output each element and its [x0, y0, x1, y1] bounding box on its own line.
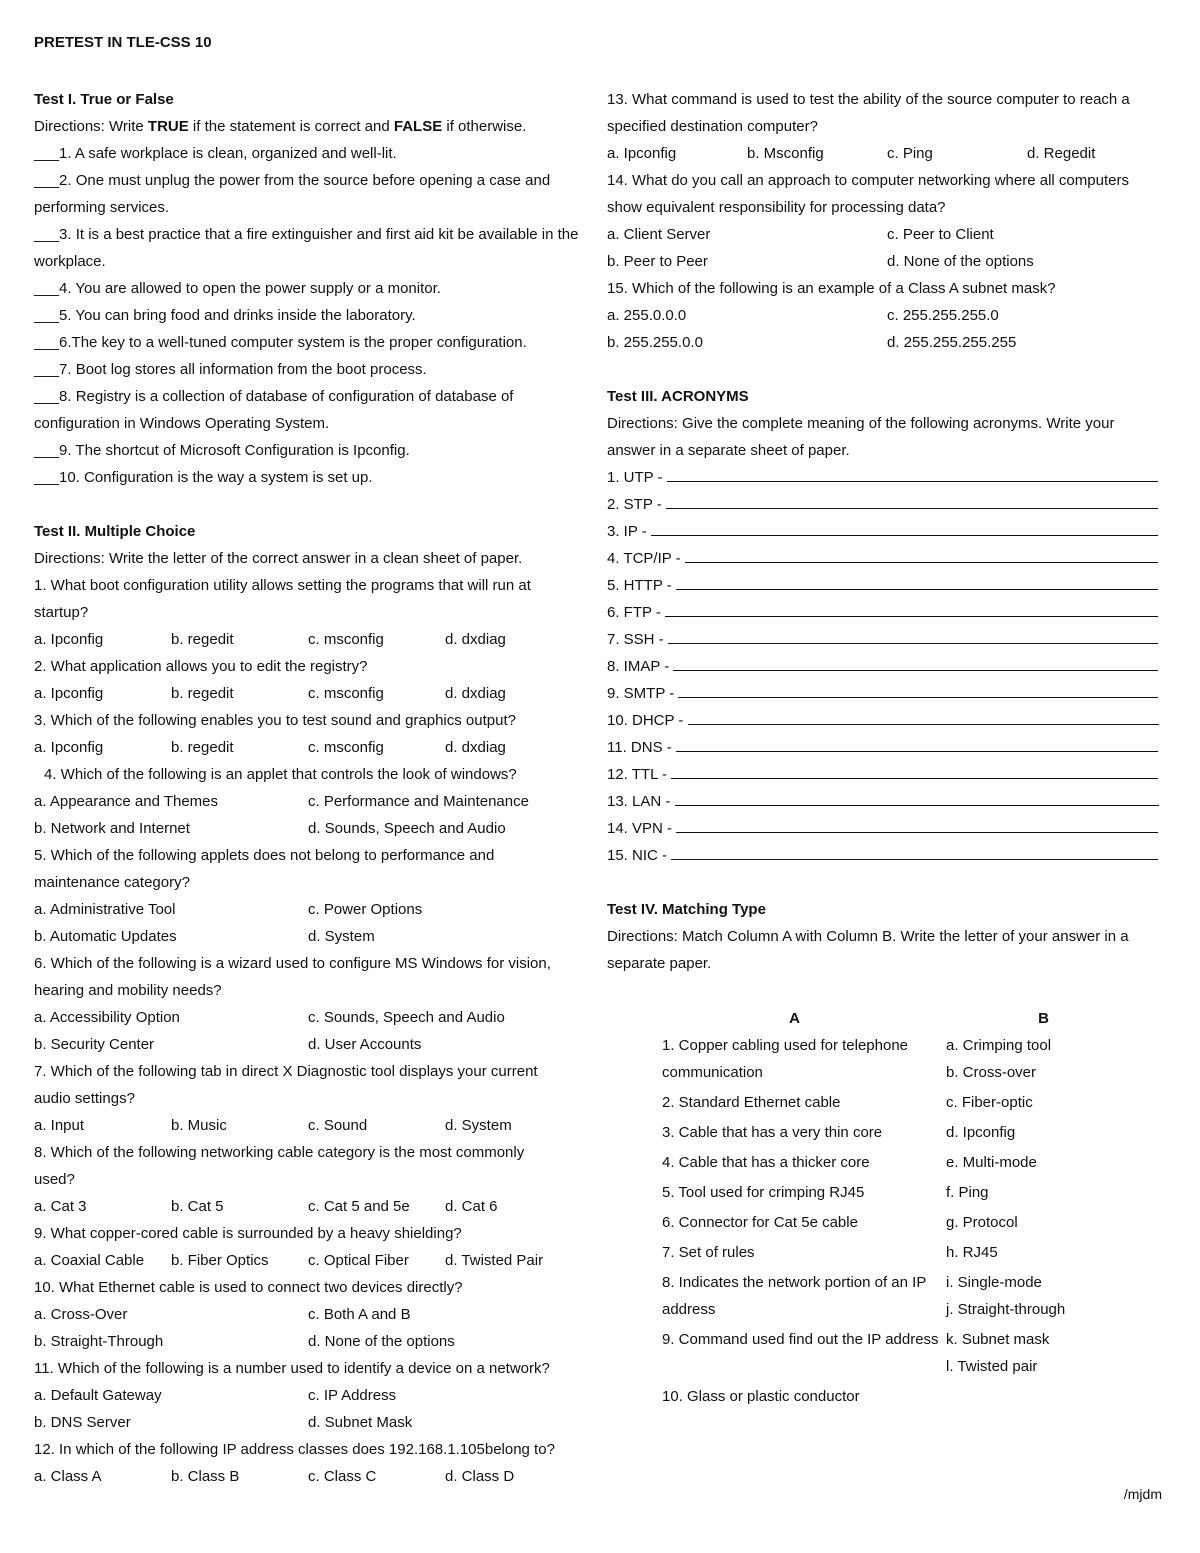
mc-options [34, 1409, 582, 1436]
column-a-header: A [789, 1010, 800, 1027]
acronym-label: 11. DNS - [607, 739, 672, 756]
column-b-item: h. RJ45 [946, 1244, 998, 1261]
column-b-cell [946, 1119, 1166, 1146]
column-b-item: f. Ping [946, 1184, 989, 1201]
mc-option: d. Class D [445, 1468, 515, 1485]
matching-row [607, 1239, 1167, 1266]
mc-option: b. regedit [171, 685, 234, 702]
answer-blank [667, 468, 1158, 482]
acronym-label: 14. VPN - [607, 820, 673, 837]
answer-blank [675, 792, 1159, 806]
matching-row [607, 1089, 1167, 1116]
acronym-label: 1. UTP - [607, 469, 663, 486]
mc-option: c. Ping [887, 145, 933, 162]
mc-options [34, 1031, 582, 1058]
test4-directions: Directions: Match Column A with Column B. Write the letter of your answer in a separate paper. [607, 928, 1129, 972]
mc-option: c. Both A and B [308, 1306, 411, 1323]
acronym-label: 4. TCP/IP - [607, 550, 681, 567]
answer-blank [676, 819, 1158, 833]
acronym-item [607, 788, 1167, 815]
column-b-item: i. Single-mode [946, 1274, 1042, 1291]
tf-item: ___8. Registry is a collection of database of configuration of database of configuration in Windows Operating System. [34, 388, 514, 432]
mc-question: 5. Which of the following applets does not belong to performance and maintenance category? [34, 847, 495, 891]
mc-question: 8. Which of the following networking cable category is the most commonly used? [34, 1144, 525, 1188]
matching-row [607, 1149, 1167, 1176]
tf-item: ___2. One must unplug the power from the source before opening a case and performing services. [34, 172, 551, 216]
mc-option: d. Cat 6 [445, 1198, 498, 1215]
acronym-item [607, 680, 1167, 707]
right-column [607, 86, 1167, 977]
mc-option: b. Security Center [34, 1036, 155, 1053]
answer-blank [676, 576, 1158, 590]
acronym-label: 9. SMTP - [607, 685, 675, 702]
mc-options [34, 1247, 582, 1274]
acronym-item [607, 707, 1167, 734]
acronym-label: 10. DHCP - [607, 712, 684, 729]
column-a-item: 1. Copper cabling used for telephone communication [662, 1037, 909, 1081]
mc-option: a. Input [34, 1117, 85, 1134]
acronym-label: 12. TTL - [607, 766, 668, 783]
mc-option: d. None of the options [308, 1333, 455, 1350]
mc-option: c. Power Options [308, 901, 423, 918]
mc-options [607, 140, 1167, 167]
mc-option: c. Performance and Maintenance [308, 793, 529, 810]
mc-option: c. Sound [308, 1117, 368, 1134]
test2-heading: Test II. Multiple Choice [34, 523, 196, 540]
tf-item: ___1. A safe workplace is clean, organized and well-lit. [34, 145, 397, 162]
mc-options [607, 248, 1167, 275]
acronym-item [607, 815, 1167, 842]
mc-question: 6. Which of the following is a wizard used to configure MS Windows for vision, hearing and mobility needs? [34, 955, 551, 999]
matching-row [607, 1269, 1167, 1323]
mc-option: c. Class C [308, 1468, 377, 1485]
mc-option: a. Accessibility Option [34, 1009, 180, 1026]
mc-option: d. System [308, 928, 375, 945]
directions-text: if the statement is correct and [188, 118, 394, 135]
mc-options [34, 734, 582, 761]
mc-option: a. Cat 3 [34, 1198, 87, 1215]
acronym-item [607, 464, 1167, 491]
column-b-item: g. Protocol [946, 1214, 1018, 1231]
mc-options [34, 626, 582, 653]
left-column [34, 86, 582, 1490]
mc-option: b. Network and Internet [34, 820, 190, 837]
mc-question: 13. What command is used to test the ability of the source computer to reach a specified destination computer? [607, 91, 1130, 135]
column-b-item: k. Subnet mask [946, 1331, 1050, 1348]
mc-option: a. Default Gateway [34, 1387, 162, 1404]
mc-question: 12. In which of the following IP address classes does 192.168.1.105belong to? [34, 1441, 555, 1458]
acronym-item [607, 491, 1167, 518]
mc-options [34, 923, 582, 950]
mc-option: d. Sounds, Speech and Audio [308, 820, 506, 837]
directions-true-word: TRUE [147, 118, 189, 135]
column-b-item: l. Twisted pair [946, 1358, 1038, 1375]
column-b-item: j. Straight-through [946, 1301, 1066, 1318]
tf-item: ___5. You can bring food and drinks inside the laboratory. [34, 307, 416, 324]
mc-question: 3. Which of the following enables you to test sound and graphics output? [34, 712, 516, 729]
mc-option: b. Class B [171, 1468, 240, 1485]
mc-option: d. 255.255.255.255 [887, 334, 1017, 351]
mc-option: a. Cross-Over [34, 1306, 128, 1323]
test2-directions: Directions: Write the letter of the correct answer in a clean sheet of paper. [34, 550, 523, 567]
column-b-item: b. Cross-over [946, 1064, 1037, 1081]
mc-options [34, 1193, 582, 1220]
acronym-item [607, 545, 1167, 572]
mc-option: a. Administrative Tool [34, 901, 176, 918]
acronym-item [607, 842, 1167, 869]
tf-item: ___10. Configuration is the way a system is set up. [34, 469, 373, 486]
mc-option: c. Sounds, Speech and Audio [308, 1009, 505, 1026]
answer-blank [651, 522, 1158, 536]
mc-option: b. DNS Server [34, 1414, 131, 1431]
answer-blank [671, 846, 1158, 860]
mc-option: d. dxdiag [445, 685, 506, 702]
mc-option: d. Regedit [1027, 145, 1096, 162]
mc-option: d. dxdiag [445, 631, 506, 648]
mc-option: c. Optical Fiber [308, 1252, 409, 1269]
acronym-item [607, 518, 1167, 545]
matching-row [607, 1209, 1167, 1236]
column-b-cell [946, 1032, 1166, 1086]
matching-row [607, 1326, 1167, 1380]
column-b-cell [946, 1149, 1166, 1176]
acronym-label: 2. STP - [607, 496, 662, 513]
mc-options [34, 1463, 582, 1490]
answer-blank [673, 657, 1158, 671]
column-b-item: d. Ipconfig [946, 1124, 1016, 1141]
mc-option: a. Ipconfig [34, 739, 104, 756]
mc-option: b. Peer to Peer [607, 253, 708, 270]
acronym-label: 6. FTP - [607, 604, 661, 621]
mc-options [34, 1004, 582, 1031]
directions-text: if otherwise. [442, 118, 527, 135]
column-b-cell [946, 1326, 1166, 1380]
column-a-item: 2. Standard Ethernet cable [662, 1094, 841, 1111]
mc-option: d. dxdiag [445, 739, 506, 756]
mc-question: 4. Which of the following is an applet that controls the look of windows? [44, 766, 517, 783]
answer-blank [668, 630, 1158, 644]
mc-option: b. Music [171, 1117, 227, 1134]
mc-question: 9. What copper-cored cable is surrounded by a heavy shielding? [34, 1225, 462, 1242]
mc-option: a. Class A [34, 1468, 102, 1485]
column-a-item: 3. Cable that has a very thin core [662, 1124, 883, 1141]
answer-blank [676, 738, 1158, 752]
test3-heading: Test III. ACRONYMS [607, 388, 749, 405]
mc-option: c. Cat 5 and 5e [308, 1198, 410, 1215]
mc-option: a. Client Server [607, 226, 711, 243]
column-b-item: e. Multi-mode [946, 1154, 1037, 1171]
acronym-item [607, 761, 1167, 788]
mc-question: 15. Which of the following is an example of a Class A subnet mask? [607, 280, 1056, 297]
matching-header [607, 1006, 1167, 1032]
mc-option: c. IP Address [308, 1387, 397, 1404]
mc-option: b. 255.255.0.0 [607, 334, 703, 351]
acronym-list [607, 464, 1167, 869]
answer-blank [678, 684, 1158, 698]
column-a-item: 9. Command used find out the IP address [662, 1331, 939, 1348]
test1-directions [34, 113, 582, 140]
acronym-item [607, 626, 1167, 653]
column-b-header: B [1038, 1010, 1049, 1027]
directions-false-word: FALSE [393, 118, 443, 135]
mc-option: b. Cat 5 [171, 1198, 224, 1215]
column-a-item: 4. Cable that has a thicker core [662, 1154, 870, 1171]
mc-option: a. Ipconfig [607, 145, 677, 162]
acronym-item [607, 734, 1167, 761]
matching-row [607, 1179, 1167, 1206]
mc-question: 11. Which of the following is a number used to identify a device on a network? [34, 1360, 550, 1377]
matching-row [607, 1383, 1167, 1410]
mc-options [607, 221, 1167, 248]
mc-option: b. Automatic Updates [34, 928, 177, 945]
column-b-cell [946, 1269, 1166, 1323]
mc-option: d. Subnet Mask [308, 1414, 413, 1431]
mc-options [34, 788, 582, 815]
acronym-label: 3. IP - [607, 523, 647, 540]
directions-text: Directions: Write [34, 118, 148, 135]
acronym-label: 15. NIC - [607, 847, 668, 864]
acronym-label: 8. IMAP - [607, 658, 670, 675]
tf-item: ___7. Boot log stores all information from the boot process. [34, 361, 427, 378]
mc-option: b. regedit [171, 631, 234, 648]
column-a-item: 5. Tool used for crimping RJ45 [662, 1184, 865, 1201]
mc-option: c. 255.255.255.0 [887, 307, 999, 324]
column-b-cell [946, 1383, 1166, 1410]
tf-item: ___6.The key to a well-tuned computer system is the proper configuration. [34, 334, 527, 351]
mc-question: 10. What Ethernet cable is used to connect two devices directly? [34, 1279, 463, 1296]
mc-option: b. Msconfig [747, 145, 824, 162]
acronym-item [607, 653, 1167, 680]
test4-heading: Test IV. Matching Type [607, 901, 766, 918]
acronym-label: 7. SSH - [607, 631, 664, 648]
mc-question: 1. What boot configuration utility allows setting the programs that will run at startup? [34, 577, 531, 621]
mc-option: c. Peer to Client [887, 226, 994, 243]
page-title: PRETEST IN TLE-CSS 10 [34, 34, 212, 51]
footer-initials: /mjdm [1123, 1486, 1162, 1502]
acronym-label: 5. HTTP - [607, 577, 672, 594]
mc-option: d. Twisted Pair [445, 1252, 544, 1269]
mc-options [34, 680, 582, 707]
answer-blank [666, 495, 1158, 509]
mc-question: 7. Which of the following tab in direct X Diagnostic tool displays your current audio settings? [34, 1063, 538, 1107]
matching-table [607, 1006, 1167, 1413]
mc-option: d. System [445, 1117, 512, 1134]
column-b-item: c. Fiber-optic [946, 1094, 1033, 1111]
mc-option: b. Straight-Through [34, 1333, 164, 1350]
mc-question: 2. What application allows you to edit the registry? [34, 658, 368, 675]
mc-options [607, 302, 1167, 329]
mc-option: d. None of the options [887, 253, 1034, 270]
mc-option: b. Fiber Optics [171, 1252, 269, 1269]
answer-blank [671, 765, 1158, 779]
mc-options [34, 896, 582, 923]
answer-blank [665, 603, 1158, 617]
tf-item: ___9. The shortcut of Microsoft Configuration is Ipconfig. [34, 442, 410, 459]
column-a-item: 10. Glass or plastic conductor [662, 1388, 860, 1405]
mc-option: a. Coaxial Cable [34, 1252, 145, 1269]
column-a-item: 8. Indicates the network portion of an IP address [662, 1274, 927, 1318]
mc-question: 14. What do you call an approach to computer networking where all computers show equivalent responsibility for processing data? [607, 172, 1129, 216]
matching-row [607, 1119, 1167, 1146]
acronym-label: 13. LAN - [607, 793, 671, 810]
mc-options [34, 1382, 582, 1409]
mc-option: d. User Accounts [308, 1036, 422, 1053]
mc-option: c. msconfig [308, 685, 384, 702]
column-b-cell [946, 1089, 1166, 1116]
column-b-cell [946, 1239, 1166, 1266]
mc-option: a. 255.0.0.0 [607, 307, 687, 324]
test1-heading: Test I. True or False [34, 91, 174, 108]
mc-options [607, 329, 1167, 356]
acronym-item [607, 599, 1167, 626]
column-b-cell [946, 1179, 1166, 1206]
acronym-item [607, 572, 1167, 599]
mc-options [34, 1328, 582, 1355]
column-a-item: 7. Set of rules [662, 1244, 755, 1261]
answer-blank [685, 549, 1158, 563]
column-b-cell [946, 1209, 1166, 1236]
mc-option: b. regedit [171, 739, 234, 756]
column-b-item: a. Crimping tool [946, 1037, 1052, 1054]
mc-option: c. msconfig [308, 631, 384, 648]
mc-option: a. Appearance and Themes [34, 793, 219, 810]
mc-options [34, 1301, 582, 1328]
answer-blank [688, 711, 1159, 725]
mc-option: c. msconfig [308, 739, 384, 756]
matching-rows [607, 1032, 1167, 1410]
column-a-item: 6. Connector for Cat 5e cable [662, 1214, 858, 1231]
mc-option: a. Ipconfig [34, 631, 104, 648]
mc-option: a. Ipconfig [34, 685, 104, 702]
mc-options [34, 815, 582, 842]
mc-options [34, 1112, 582, 1139]
tf-item: ___3. It is a best practice that a fire extinguisher and first aid kit be available in the workplace. [34, 226, 579, 270]
matching-row [607, 1032, 1167, 1086]
tf-item: ___4. You are allowed to open the power supply or a monitor. [34, 280, 441, 297]
test3-directions: Directions: Give the complete meaning of the following acronyms. Write your answer in a separate sheet of paper. [607, 415, 1115, 459]
